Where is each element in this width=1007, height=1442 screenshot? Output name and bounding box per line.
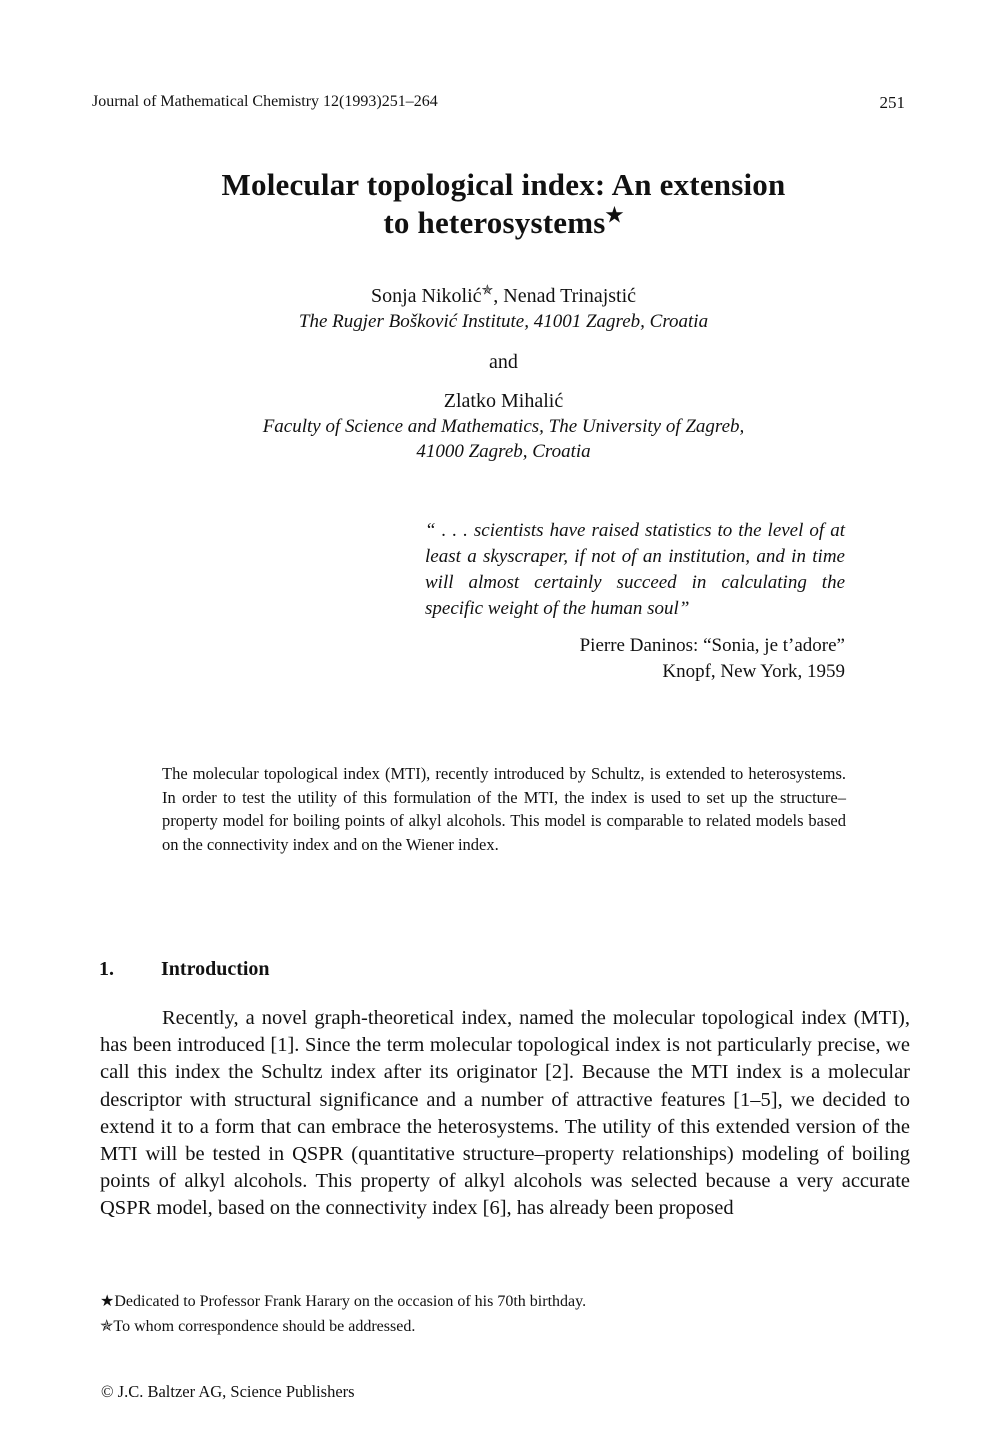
affiliation-2-line-2: 41000 Zagreb, Croatia [416, 441, 591, 462]
affiliation-1: The Rugjer Bošković Institute, 41001 Zagreb, Croatia [298, 311, 709, 332]
author-mihalic: Zlatko Mihalić [443, 390, 564, 412]
title-line-2 [0, 204, 1007, 242]
title-line-1: Molecular topological index: An extension [221, 167, 786, 202]
footnote-dedication [100, 1291, 586, 1311]
introduction-paragraph: Recently, a novel graph-theoretical index, named the molecular topological index (MTI), has been introduced [1]. Since the term molecular topological index is not particularly precise, we call this index the Schultz index after its originator [2]. Because the MTI index is a molecular descriptor with structural significance and a number of attractive features [1–5], we decided to extend it to a form that can embrace the heterosystems. The utility of this extended version of the MTI will be tested in QSPR (quantitative structure–property relationships) modeling of boiling points of alkyl alcohols. This property of alkyl alcohols was selected because a very accurate QSPR model, based on the connectivity index [6], has already been proposed [100, 1007, 910, 1220]
page-number: 251 [879, 93, 905, 112]
footnote-2-marker: ✯ [100, 1318, 114, 1335]
running-head-journal: Journal of Mathematical Chemistry 12(1993)251–264 [92, 93, 438, 110]
section-number: 1. [99, 958, 114, 980]
title-footnote-marker: ★ [605, 204, 624, 227]
footnote-1-marker: ★ [100, 1293, 115, 1310]
footnote-1-text: Dedicated to Professor Frank Harary on the occasion of his 70th birthday. [114, 1293, 587, 1310]
footnote-2-text: To whom correspondence should be addressed. [113, 1318, 416, 1335]
author-separator: , [493, 285, 504, 307]
correspondence-marker: ✯ [481, 283, 494, 299]
abstract: The molecular topological index (MTI), recently introduced by Schultz, is extended to heterosystems. In order to test the utility of this formulation of the MTI, the index is used to set up the structure–property model for boiling points of alkyl alcohols. This model is comparable to related models based on the connectivity index and on the Wiener index. [162, 764, 846, 854]
author-trinajstic: Nenad Trinajstić [503, 285, 637, 307]
affiliation-2-line-1: Faculty of Science and Mathematics, The University of Zagreb, [262, 416, 745, 437]
epigraph-source-line-2: Knopf, New York, 1959 [662, 661, 845, 682]
and-separator: and [489, 351, 518, 373]
authors-group-1 [0, 285, 1007, 308]
footnote-correspondence [100, 1316, 415, 1336]
paper-title [0, 166, 1007, 242]
author-nikolic: Sonja Nikolić [370, 285, 482, 307]
title-line-2-text: to heterosystems [383, 205, 606, 240]
epigraph-quote: “ . . . scientists have raised statistics to the level of at least a skyscraper, if not of an institution, and in time will almost certainly succeed in calculating the specific weight of the human soul” [425, 520, 845, 619]
epigraph-source-line-1: Pierre Daninos: “Sonia, je t’adore” [579, 635, 845, 656]
copyright-notice: © J.C. Baltzer AG, Science Publishers [101, 1382, 355, 1401]
section-title: Introduction [161, 958, 270, 980]
